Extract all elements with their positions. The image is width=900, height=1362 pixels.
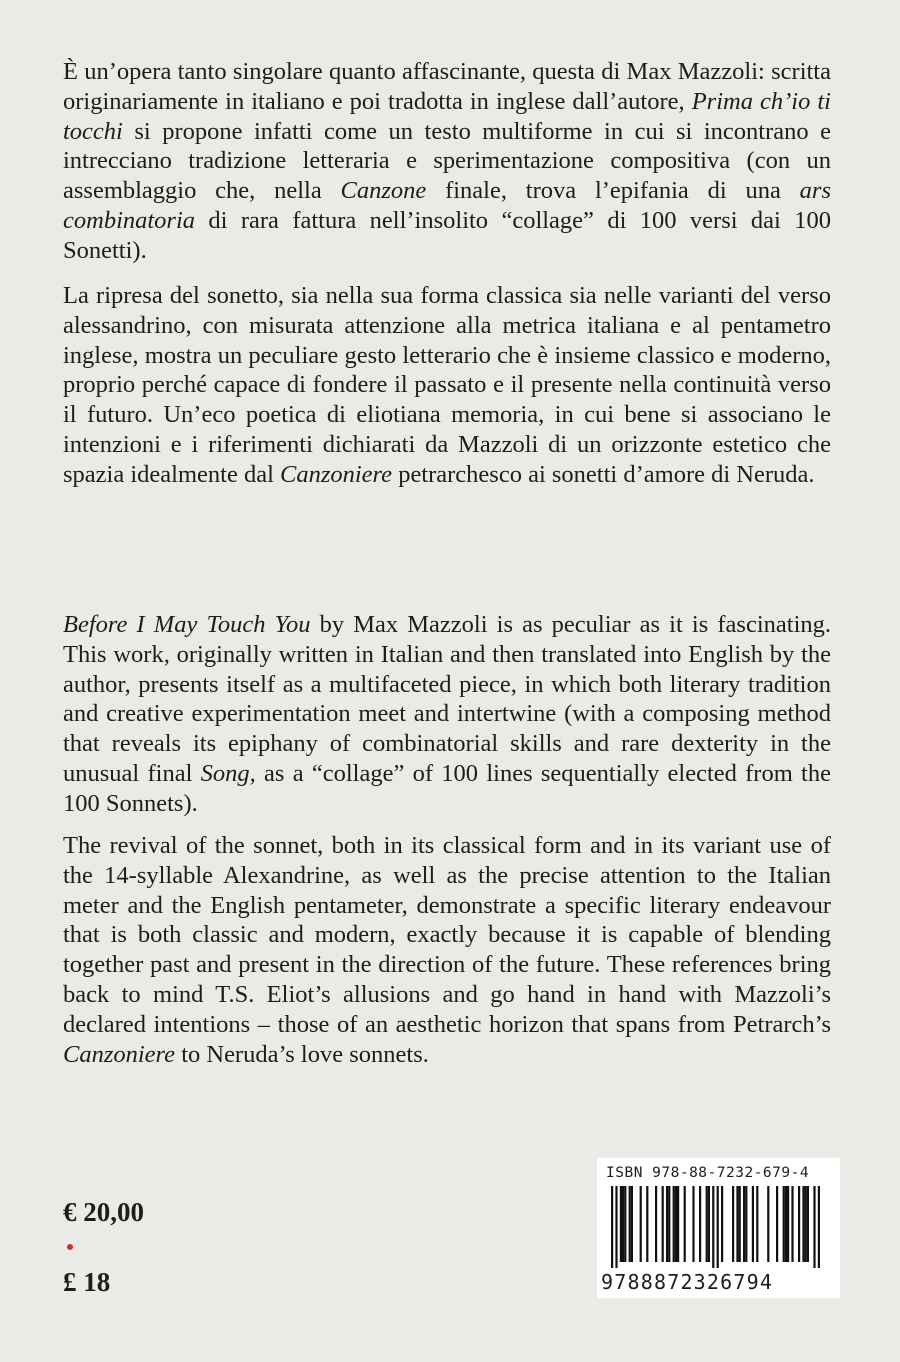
italian-description-paragraph-1 bbox=[63, 57, 831, 266]
price-euro: € 20,00 bbox=[63, 1197, 144, 1227]
barcode-bar bbox=[818, 1186, 820, 1268]
barcode-bar bbox=[785, 1186, 787, 1262]
barcode-bar bbox=[668, 1186, 670, 1262]
book-title-italic: Before I May Touch You bbox=[63, 611, 311, 638]
barcode-bar bbox=[615, 1186, 617, 1268]
text-run: to Neruda’s love sonnets. bbox=[175, 1040, 429, 1068]
text-run: di rara fattura nell’insolito “collage” di 100 versi dai 100 Sonetti). bbox=[63, 206, 831, 264]
italian-description-paragraph-2 bbox=[63, 281, 831, 490]
barcode-bar bbox=[692, 1186, 694, 1262]
barcode-bar bbox=[629, 1186, 631, 1262]
italic-term: ars combinatoria bbox=[63, 177, 831, 234]
italic-term: Song, bbox=[200, 759, 256, 787]
book-title-italic: Prima ch’io ti tocchi bbox=[63, 87, 831, 145]
barcode-bar bbox=[699, 1186, 701, 1262]
barcode-bar bbox=[640, 1186, 642, 1262]
barcode-bar bbox=[622, 1186, 624, 1262]
isbn-barcode-label bbox=[597, 1158, 840, 1298]
text-run: by Max Mazzoli is as peculiar as it is fascinating. This work, originally written in Italian and then translated into English by the author, presents itself as a multifaceted piece, in which both literary tradition and creative experimentation meet and intertwine (with a composing method that reveals its epiphany of combinatorial skills and rare dexterity in the unusual final bbox=[63, 611, 831, 787]
barcode-bar bbox=[807, 1186, 809, 1262]
barcode-bar bbox=[798, 1186, 800, 1262]
italic-term: Canzoniere bbox=[280, 460, 393, 488]
barcode-bar bbox=[675, 1186, 677, 1262]
barcode-bar bbox=[745, 1186, 747, 1262]
barcode-bar bbox=[813, 1186, 815, 1268]
barcode-bar bbox=[706, 1186, 708, 1262]
barcode-bar bbox=[805, 1186, 807, 1262]
english-description-paragraph-2 bbox=[63, 831, 831, 1069]
barcode-bar bbox=[743, 1186, 745, 1262]
barcode-bar bbox=[712, 1186, 714, 1268]
barcode-bar bbox=[673, 1186, 675, 1262]
barcode-bar bbox=[783, 1186, 785, 1262]
text-run: finale, trova l’epifania di una bbox=[426, 177, 800, 205]
barcode-bar bbox=[756, 1186, 758, 1262]
barcode-bar bbox=[646, 1186, 648, 1262]
barcode-bars bbox=[611, 1186, 831, 1268]
barcode-bar bbox=[708, 1186, 710, 1262]
barcode-bar bbox=[684, 1186, 686, 1262]
text-run: si propone infatti come un testo multiforme in cui si incontrano e intrecciano tradizione letteraria e sperimentazione compositiva (con un assemblaggio che, nella bbox=[63, 117, 831, 205]
barcode-bar bbox=[717, 1186, 719, 1268]
barcode-bar bbox=[611, 1186, 613, 1268]
text-run: petrarchesco ai sonetti d’amore di Neruda. bbox=[392, 460, 815, 488]
barcode-bar bbox=[736, 1186, 738, 1262]
barcode-bar bbox=[787, 1186, 789, 1262]
price-pound: £ 18 bbox=[63, 1267, 111, 1297]
barcode-bar bbox=[677, 1186, 679, 1262]
barcode-bar bbox=[732, 1186, 734, 1262]
barcode-bar bbox=[739, 1186, 741, 1262]
barcode-bar bbox=[767, 1186, 769, 1262]
barcode-bar bbox=[752, 1186, 754, 1262]
barcode-bar bbox=[776, 1186, 778, 1262]
text-run: The revival of the sonnet, both in its classical form and in its variant use of the 14-syllable Alexandrine, as well as the precise attention to the Italian meter and the English pentameter, demonstrate a specific literary endeavour that is both classic and modern, exactly because it is capable of blending together past and present in the direction of the future. These references bring back to mind T.S. Eliot’s allusions and go hand in hand with Mazzoli’s declared intentions – those of an aesthetic horizon that spans from Petrarch’s bbox=[63, 832, 831, 1038]
italic-term: Canzone bbox=[340, 177, 427, 205]
barcode-bar bbox=[631, 1186, 633, 1262]
barcode-bar bbox=[666, 1186, 668, 1262]
isbn-number: ISBN 978-88-7232-679-4 bbox=[606, 1165, 810, 1181]
text-run: as a “collage” of 100 lines sequentially elected from the 100 Sonnets). bbox=[63, 759, 831, 817]
english-description-paragraph-1 bbox=[63, 610, 831, 819]
barcode-bar bbox=[721, 1186, 723, 1262]
barcode-bar bbox=[662, 1186, 664, 1262]
barcode-bar bbox=[624, 1186, 626, 1262]
barcode-bar bbox=[802, 1186, 804, 1262]
red-bullet-dot bbox=[67, 1244, 73, 1250]
barcode-bar bbox=[655, 1186, 657, 1262]
barcode-bar bbox=[791, 1186, 793, 1262]
ean-digits: 9788872326794 bbox=[601, 1270, 774, 1294]
italic-term: Canzoniere bbox=[63, 1040, 176, 1068]
text-run: È un’opera tanto singolare quanto affascinante, questa di Max Mazzoli: scritta originariamente in italiano e poi tradotta in inglese dall’autore, bbox=[63, 58, 831, 115]
barcode-bar bbox=[620, 1186, 622, 1262]
text-run: La ripresa del sonetto, sia nella sua forma classica sia nelle varianti del verso alessandrino, con misurata attenzione alla metrica italiana e al pentametro inglese, mostra un peculiare gesto letterario che è insieme classico e moderno, proprio perché capace di fondere il passato e il presente nella continuità verso il futuro. Un’eco poetica di eliotiana memoria, in cui bene si associano le intenzioni e i riferimenti dichiarati da Mazzoli di un orizzonte estetico che spazia idealmente dal bbox=[63, 282, 831, 488]
